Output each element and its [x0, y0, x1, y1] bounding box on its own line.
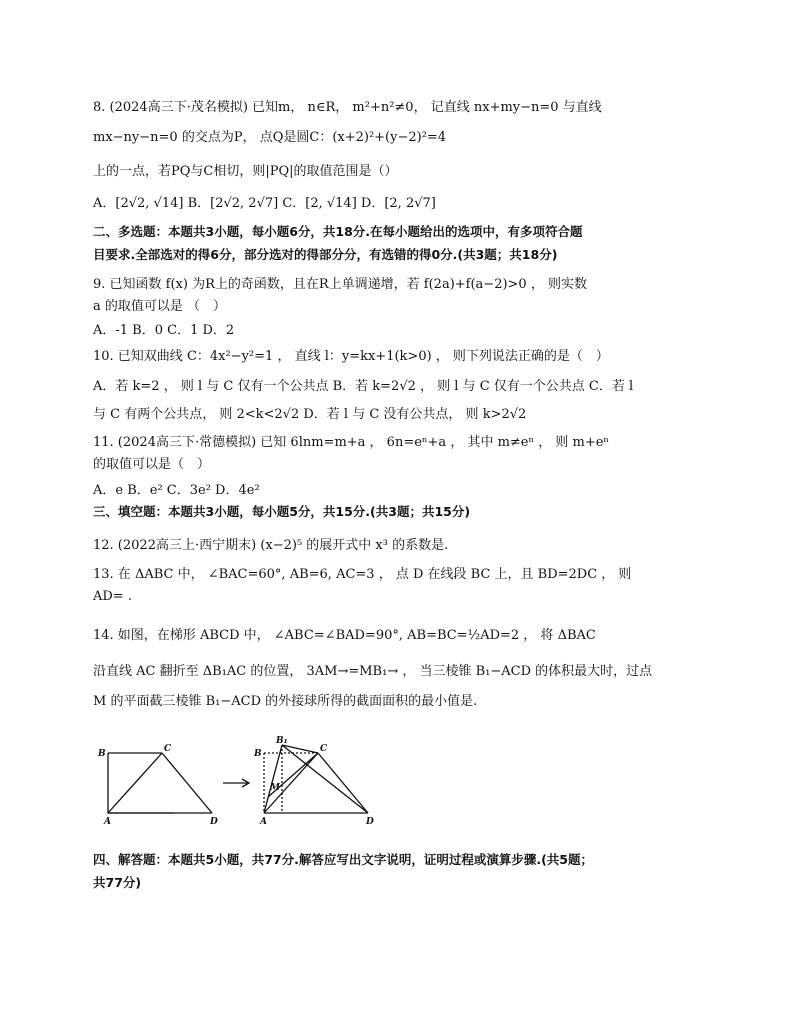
- label-right-B: B: [254, 749, 262, 759]
- question-11-options: A．e B．e² C．3e² D．4e²: [93, 483, 260, 498]
- right-edge-cd: [318, 753, 368, 813]
- label-right-D: D: [366, 817, 374, 825]
- left-trapezoid-ab-ad: [108, 753, 174, 813]
- left-trapezoid-diagonal-ac: [108, 753, 162, 813]
- section-2-header-line-1: 二、多选题：本题共3小题，每小题6分，共18分.在每小题给出的选项中，有多项符合题: [93, 224, 583, 239]
- section-4-header-line-1: 四、解答题：本题共5小题，共77分.解答应写出文字说明，证明过程或演算步骤.(共5题；: [93, 852, 594, 867]
- question-13-line-2: AD= .: [93, 589, 132, 604]
- trapezoid-folding-figure: [96, 735, 396, 825]
- label-left-A: A: [104, 817, 111, 825]
- question-14-line-2: 沿直线 AC 翻折至 ΔB₁AC 的位置， 3AM→=MB₁→ ， 当三棱锥 B₁−ACD 的体积最大时，过点: [93, 664, 653, 679]
- question-8-line-1: 8. (2024高三下·茂名模拟) 已知m， n∈R， m²+n²≠0， 记直线 nx+my−n=0 与直线: [93, 100, 602, 115]
- label-left-D: D: [210, 817, 218, 825]
- question-9-options: A．-1 B．0 C．1 D．2: [93, 323, 235, 338]
- question-9-line-1: 9. 已知函数 f(x) 为R上的奇函数，且在R上单调递增，若 f(2a)+f(a−2)>0 ， 则实数: [93, 277, 587, 292]
- label-right-B1: B₁: [276, 736, 288, 746]
- question-10-line-2: A．若 k=2 ， 则 l 与 C 仅有一个公共点 B．若 k=2√2 ， 则 l 与 C 仅有一个公共点 C．若 l: [93, 379, 634, 394]
- question-10-line-1: 10. 已知双曲线 C：4x²−y²=1 ， 直线 l：y=kx+1(k>0) ， 则下列说法正确的是（ ）: [93, 349, 609, 364]
- label-right-M: M: [270, 783, 280, 793]
- question-14-line-3: M 的平面截三棱锥 B₁−ACD 的外接球所得的截面面积的最小值是.: [93, 694, 478, 709]
- question-8-line-2: mx−ny−n=0 的交点为P， 点Q是圆C：(x+2)²+(y−2)²=4: [93, 130, 447, 145]
- section-3-header: 三、填空题：本题共3小题，每小题5分，共15分.(共3题；共15分): [93, 504, 471, 519]
- section-4-header-line-2: 共77分): [93, 875, 142, 890]
- question-11-line-2: 的取值可以是（ ）: [93, 457, 211, 472]
- question-13-line-1: 13. 在 ΔABC 中， ∠BAC=60°, AB=6, AC=3 ， 点 D 在线段 BC 上，且 BD=2DC ， 则: [93, 567, 632, 582]
- label-left-C: C: [164, 744, 172, 754]
- question-9-line-2: a 的取值可以是 （ ）: [93, 299, 227, 314]
- question-14-line-1: 14. 如图，在梯形 ABCD 中， ∠ABC=∠BAD=90°, AB=BC=½AD=2 ， 将 ΔBAC: [93, 628, 596, 643]
- question-8-options: A．[2√2, √14] B．[2√2, 2√7] C．[2, √14] D．[2, 2√7]: [93, 196, 436, 211]
- label-right-C: C: [320, 744, 328, 754]
- section-2-header-line-2: 目要求.全部选对的得6分，部分选对的得部分分，有选错的得0分.(共3题；共18分): [93, 247, 558, 262]
- question-11-line-1: 11. (2024高三下·常德模拟) 已知 6lnm=m+a ， 6n=eⁿ+a ， 其中 m≠eⁿ ， 则 m+eⁿ: [93, 435, 610, 450]
- question-12: 12. (2022高三上·西宁期末) (x−2)⁵ 的展开式中 x³ 的系数是.: [93, 538, 449, 553]
- question-8-line-3: 上的一点，若PQ与C相切，则|PQ|的取值范围是（）: [93, 164, 398, 179]
- left-trapezoid-cd: [162, 753, 212, 813]
- question-10-line-3: 与 C 有两个公共点， 则 2<k<2√2 D．若 l 与 C 没有公共点， 则 k>2√2: [93, 407, 527, 422]
- label-right-A: A: [260, 817, 267, 825]
- label-left-B: B: [98, 749, 106, 759]
